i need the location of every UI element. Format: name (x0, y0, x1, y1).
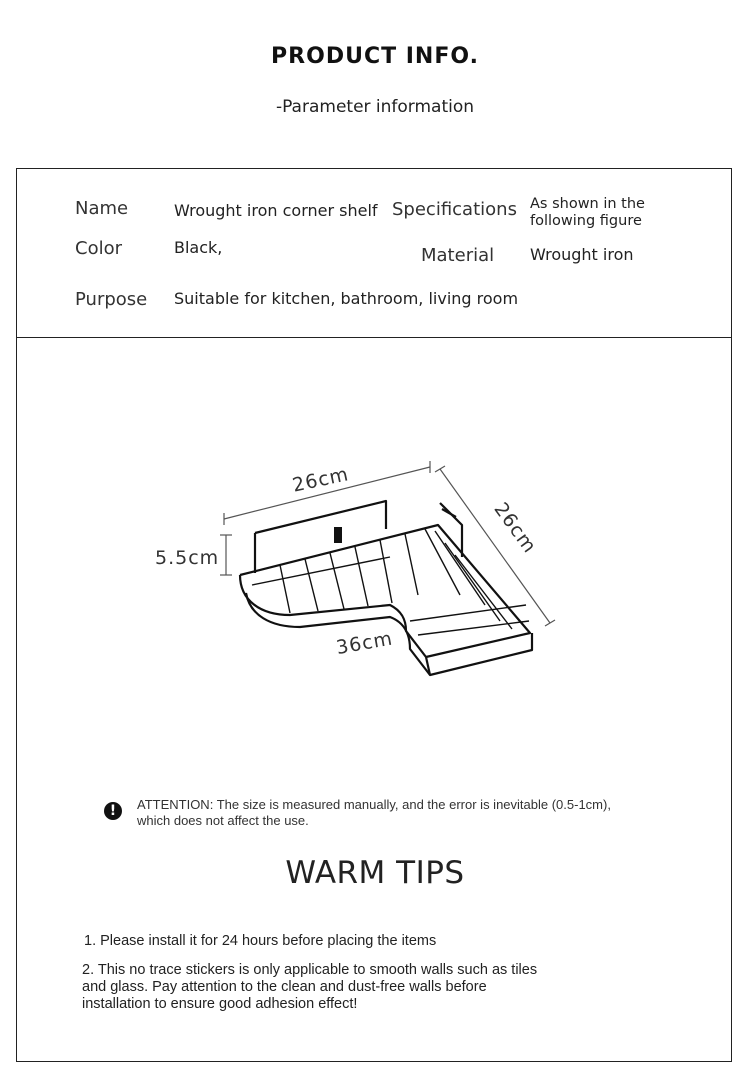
tip-2-line-3: installation to ensure good adhesion effect! (82, 996, 358, 1012)
wire-cross-1 (252, 557, 390, 585)
depth-tick-top (435, 466, 445, 472)
shelf-front-rim (240, 575, 426, 660)
wire-4 (355, 547, 368, 606)
depth-label: 26cm (489, 498, 541, 558)
diagonal-label: 36cm (334, 627, 395, 660)
corner-shelf-diagram (140, 445, 580, 705)
height-label: 5.5cm (155, 547, 220, 569)
attention-line-2: which does not affect the use. (137, 813, 309, 828)
side-rail-inner (442, 509, 456, 517)
width-label: 26cm (290, 463, 351, 497)
depth-tick-bottom (545, 620, 555, 626)
purpose-value: Suitable for kitchen, bathroom, living room (174, 289, 519, 308)
exclamation-icon: ! (104, 802, 122, 820)
wire-cross-3 (418, 621, 529, 635)
hanging-hook-icon (334, 527, 342, 543)
purpose-label: Purpose (75, 289, 148, 310)
tip-2 (82, 962, 602, 1013)
specifications-value (530, 196, 645, 230)
wire-3 (330, 553, 344, 609)
wire-5 (380, 540, 392, 603)
attention-line-1: ATTENTION: The size is measured manually, and the error is inevitable (0.5-1cm), (137, 797, 611, 812)
color-label: Color (75, 238, 122, 259)
attention-note (137, 797, 697, 829)
material-value: Wrought iron (530, 245, 634, 264)
tip-2-line-1: 2. This no trace stickers is only applicable to smooth walls such as tiles (82, 962, 538, 978)
wire-cross-2 (410, 605, 526, 621)
name-value: Wrought iron corner shelf (174, 201, 378, 220)
tip-1: 1. Please install it for 24 hours before placing the items (84, 933, 437, 949)
page-subtitle: -Parameter information (275, 97, 475, 117)
specifications-value-line1: As shown in the (530, 196, 645, 212)
warm-tips-title: WARM TIPS (285, 855, 465, 891)
wire-1 (280, 565, 290, 613)
material-label: Material (421, 245, 495, 266)
name-label: Name (75, 198, 129, 219)
tip-2-line-2: and glass. Pay attention to the clean and dust-free walls before (82, 979, 487, 995)
specifications-label: Specifications (392, 199, 517, 220)
wire-10 (455, 555, 512, 629)
dimension-lines (220, 461, 555, 626)
page-title: PRODUCT INFO. (271, 44, 479, 69)
wire-6 (405, 534, 418, 595)
color-value: Black, (174, 238, 223, 257)
wire-2 (305, 559, 318, 611)
specifications-value-line2: following figure (530, 213, 642, 229)
wire-7 (425, 529, 460, 595)
